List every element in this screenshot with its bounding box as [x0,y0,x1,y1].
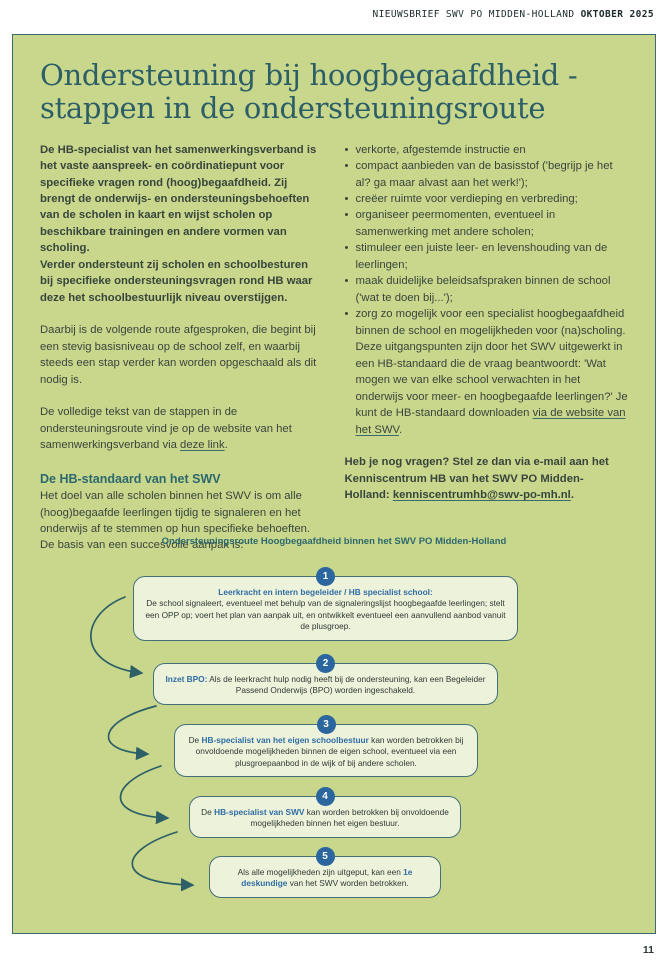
flow-step-5-bold: 1e deskundige [241,867,413,889]
swv-website-link[interactable]: via de website van het SWV [355,407,626,436]
step-number-badge-3: 3 [317,715,336,734]
flow-step-3-bold: HB-specialist van het eigen schoolbestuur [201,735,369,745]
last-bullet-text: zorg zo mogelijk voor een specialist hoogbegaafdheid binnen de school en mogelijkheden voor (na)scholing. Deze uitgangspunten zijn door het SWV uitgewerkt in een HB-standaard die de vraag beantwoordt: 'Wat mogen we van elke school verwachten in het onderwijs voor meer- en hoogbegaafde leerlingen?' Je kunt de HB-standaard downloaden [355,308,628,420]
fulltext-period: . [224,439,228,452]
flowchart-title: Ondersteuningsroute Hoogbegaafdheid binnen het SWV PO Midden-Holland [161,536,507,547]
flow-step-2-bold: Inzet BPO: [165,674,208,684]
bullet-item-with-link [345,306,629,438]
page-number: 11 [642,944,654,956]
bullet-item: • creëer ruimte voor verdieping en verbreding; [345,191,629,207]
step-number-badge-2: 2 [316,654,335,673]
flow-step-1-body: De school signaleert, eventueel met behulp van de signaleringslijst hoogbegaafde leerlingen; stelt een OPP op; voert het plan van aanpak uit, en ontwikkelt eventueel een aanvullend aanbod vanuit de plusgroep. [145,598,506,632]
questions-period: . [570,489,574,502]
intro-paragraph-1: De HB-specialist van het samenwerkingsverband is het vaste aanspreek- en coördinatiepunt voor specifieke vragen rond (hoog)begaafdheid. Zij brengt de onderwijs- en ondersteuningsbehoeften van de scholen in kaart en wijst scholen op beschikbare trainingen en andere vormen van scholing. [40,143,317,255]
intro-paragraph-2: Verder ondersteunt zij scholen en schoolbesturen bij specifieke ondersteuningsvragen rond HB waar deze het schoolbestuurlijk niveau overstijgen. [40,258,313,304]
deze-link-link[interactable]: deze link [180,439,225,452]
newsletter-header [373,9,655,20]
bullet-item: • stimuleer een juiste leer- en levenshouding van de leerlingen; [345,240,629,273]
flow-step-1 [133,576,518,641]
bullet-item: • maak duidelijke beleidsafspraken binnen de school ('wat te doen bij...'); [345,273,629,306]
approach-bullet-list [345,142,629,439]
flow-step-3-rest: kan worden betrokken bij onvoldoende mogelijkheden binnen de eigen school, eventueel via een plusgroepaanbod in de wijk of bij andere scholen. [195,735,464,768]
newsletter-issue: OKTOBER 2025 [580,9,654,20]
step-number-badge-5: 5 [316,847,335,866]
flow-step-5-lead: Als alle mogelijkheden zijn uitgeput, kan een [237,867,404,877]
flow-step-3-lead: De [188,735,202,745]
article-content [13,35,655,554]
step-number-badge-1: 1 [316,567,335,586]
flow-step-1-heading: Leerkracht en intern begeleider / HB specialist school: [218,587,433,597]
bullet-item: • verkorte, afgestemde instructie en [345,142,629,158]
flow-step-5-rest: van het SWV worden betrokken. [287,878,409,889]
email-link[interactable]: kenniscentrumhb@swv-po-mh.nl [392,489,571,502]
article-panel [12,34,656,934]
bullet-item: • organiseer peermomenten, eventueel in samenwerking met andere scholen; [345,207,629,240]
questions-paragraph [345,454,629,503]
route-paragraph: Daarbij is de volgende route afgesproken, die begint bij een stevig basisniveau op de school zelf, en waarbij steeds een stap verder kan worden opgeschaald als dit nodig is. [40,324,317,386]
hb-standaard-heading: De HB-standaard van het SWV [40,471,221,486]
hb-paragraph: Het doel van alle scholen binnen het SWV is om alle (hoog)begaafde leerlingen tijdig te signaleren en het onderwijs af te stemmen op hun specifieke behoeften. De basis van een succesvolle aanpak is: [40,490,311,552]
flow-step-2-rest: Als de leerkracht hulp nodig heeft bij de ondersteuning, kan een Begeleider Passend Onderwijs (BPO) worden ingeschakeld. [207,674,486,696]
right-column [345,142,629,554]
step-number-badge-4: 4 [316,787,335,806]
article-columns [40,142,628,554]
flow-arrow-2 [109,706,156,754]
left-column [40,142,324,554]
flow-step-4-rest: kan worden betrokken bij onvoldoende mogelijkheden binnen het eigen bestuur. [250,807,449,829]
flow-arrow-3 [121,766,168,818]
flow-step-4-lead: De [201,807,215,817]
flow-step-4-bold: HB-specialist van SWV [214,807,305,817]
fulltext-text: De volledige tekst van de stappen in de ondersteuningsroute vind je op de website van het samenwerkingsverband via [40,406,292,452]
flow-arrow-4 [132,832,192,885]
newsletter-title: NIEUWSBRIEF SWV PO MIDDEN-HOLLAND [372,9,581,20]
fulltext-paragraph [40,404,324,453]
last-bullet-period: . [399,423,403,436]
questions-text: Heb je nog vragen? Stel ze dan via e-mail aan het Kenniscentrum HB van het SWV PO Midden-Holland: [344,456,609,502]
bullet-item: • compact aanbieden van de basisstof ('begrijp je het al? ga maar alvast aan het werk!'); [345,158,629,191]
article-title: Ondersteuning bij hoogbegaafdheid - stappen in de ondersteuningsroute [40,58,578,125]
